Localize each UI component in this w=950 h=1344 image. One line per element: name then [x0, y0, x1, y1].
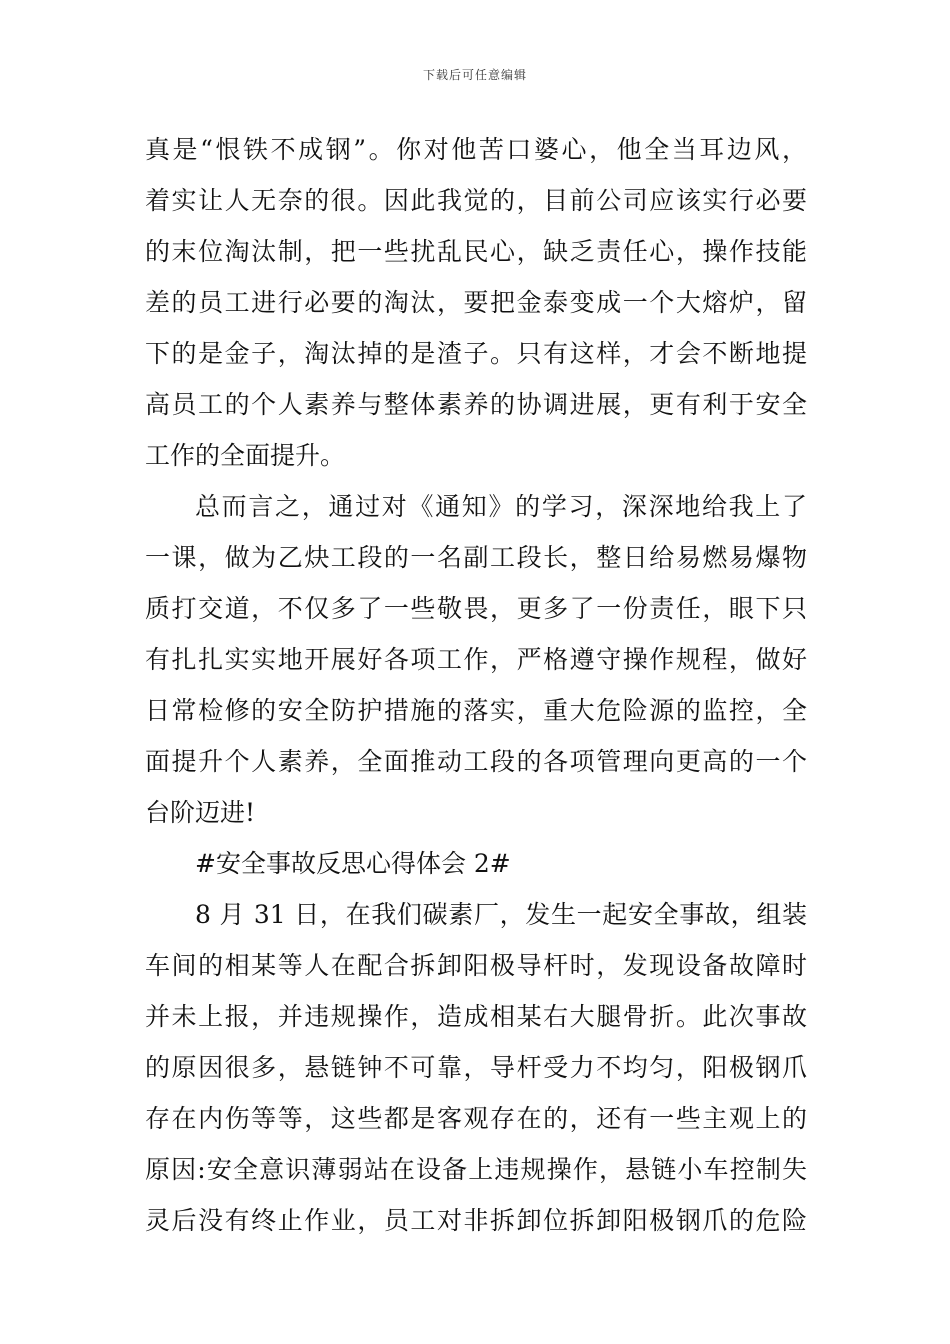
- text-line: 车间的相某等人在配合拆卸阳极导杆时，发现设备故障时: [145, 951, 807, 980]
- text-line: 的末位淘汰制，把一些扰乱民心，缺乏责任心，操作技能: [145, 237, 807, 266]
- text-line: 差的员工进行必要的淘汰，要把金泰变成一个大熔炉，留: [145, 288, 807, 317]
- text-line: 台阶迈进!: [145, 798, 256, 827]
- text-line: 的原因很多，悬链钟不可靠，导杆受力不均匀，阳极钢爪: [145, 1053, 807, 1082]
- document-body: [145, 124, 807, 1246]
- text-line: 总而言之，通过对《通知》的学习，深深地给我上了: [195, 492, 807, 521]
- text-line: 着实让人无奈的很。因此我觉的，目前公司应该实行必要: [145, 186, 807, 215]
- text-line: 并未上报，并违规操作，造成相某右大腿骨折。此次事故: [145, 1002, 807, 1031]
- text-line: 真是“恨铁不成钢”。你对他苦口婆心，他全当耳边风，: [145, 135, 807, 164]
- text-line: 有扎扎实实地开展好各项工作，严格遵守操作规程，做好: [145, 645, 807, 674]
- text-line: 高员工的个人素养与整体素养的协调进展，更有利于安全: [145, 390, 807, 419]
- page-header: 下载后可任意编辑: [422, 68, 527, 82]
- text-line: 灵后没有终止作业，员工对非拆卸位拆卸阳极钢爪的危险: [145, 1206, 807, 1235]
- text-line: 面提升个人素养，全面推动工段的各项管理向更高的一个: [145, 747, 807, 776]
- text-line: 日常检修的安全防护措施的落实，重大危险源的监控，全: [145, 696, 807, 725]
- text-line: #安全事故反思心得体会 2#: [195, 849, 511, 878]
- text-line: 存在内伤等等，这些都是客观存在的，还有一些主观上的: [145, 1104, 807, 1133]
- text-line: 下的是金子，淘汰掉的是渣子。只有这样，才会不断地提: [145, 339, 807, 368]
- text-line: 一课，做为乙炔工段的一名副工段长，整日给易燃易爆物: [145, 543, 807, 572]
- text-line: 工作的全面提升。: [145, 441, 346, 470]
- text-line: 8 月 31 日，在我们碳素厂，发生一起安全事故，组装: [195, 900, 807, 929]
- text-line: 原因:安全意识薄弱站在设备上违规操作，悬链小车控制失: [145, 1155, 807, 1184]
- text-line: 质打交道，不仅多了一些敬畏，更多了一份责任，眼下只: [145, 594, 807, 623]
